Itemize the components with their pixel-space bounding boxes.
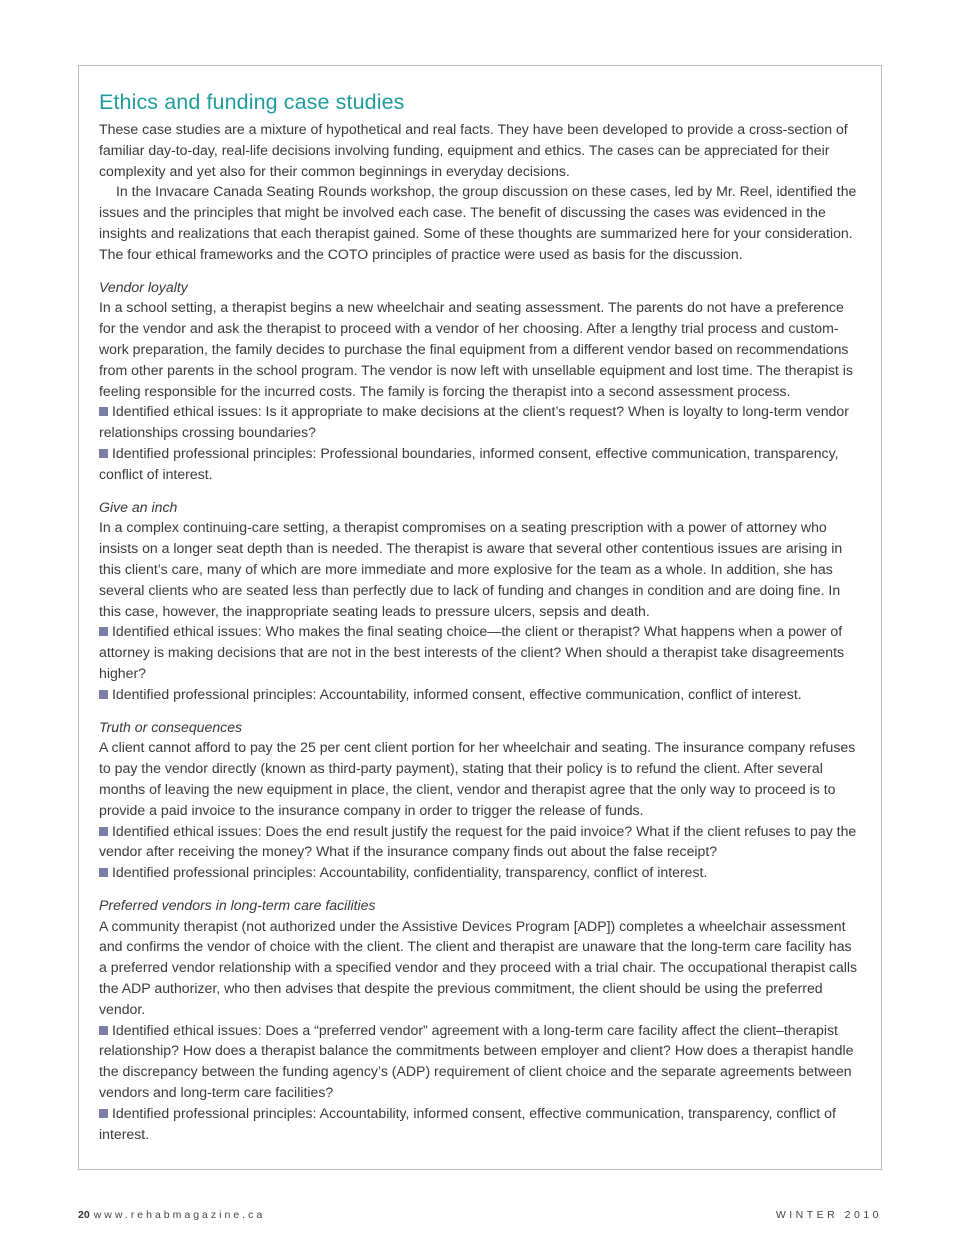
article-title: Ethics and funding case studies — [99, 90, 405, 114]
ethical-issues-label: Identified ethical issues: — [112, 403, 262, 420]
principles-text: Accountability, informed consent, effective communication, transparency, conflict of interest. — [99, 1104, 836, 1142]
square-bullet-icon — [99, 827, 108, 836]
square-bullet-icon — [99, 627, 108, 636]
ethical-issues-text: Is it appropriate to make decisions at the client’s request? When is loyalty to long-term vendor relationships crossing boundaries? — [99, 403, 849, 441]
ethical-issues — [99, 621, 861, 683]
case-title: Truth or consequences — [99, 718, 243, 735]
square-bullet-icon — [99, 690, 108, 699]
case-body: In a complex continuing-care setting, a therapist compromises on a seating prescription with a power of attorney who insists on a longer seat depth than is needed. The therapist is aware that several other contentious issues are arising in this client’s care, many of which are more immediate and more explosive for the team as a whole. In addition, she has several clients who are seated less than perfectly due to lack of funding and changes in condition and are doing fine. In this case, however, the inappropriate seating leads to pressure ulcers, sepsis and death. — [99, 519, 843, 619]
square-bullet-icon — [99, 407, 108, 416]
principles-label: Identified professional principles: — [112, 685, 317, 702]
intro-paragraph-2: In the Invacare Canada Seating Rounds workshop, the group discussion on these cases, led by Mr. Reel, identified the issues and the principles that might be involved each case. The benefit of discussing the cases was evidenced in the insights and realizations that each therapist gained. Some of these thoughts are summarized here for your consideration. The four ethical frameworks and the COTO principles of practice were used as basis for the discussion. — [99, 183, 857, 262]
case-body: A community therapist (not authorized under the Assistive Devices Program [ADP]) completes a wheelchair assessment and confirms the vendor of choice with the client. The client and therapist are unaware that the long-term care facility has a preferred vendor relationship with a specified vendor and they proceed with a trial chair. The occupational therapist calls the ADP authorizer, who then advises that despite the previous commitment, the client should be using the preferred vendor. — [99, 917, 858, 1017]
ethical-issues-text: Who makes the final seating choice—the client or therapist? What happens when a power of attorney is making decisions that are not in the best interests of the client? When should a therapist take disagreements higher? — [99, 623, 845, 681]
ethical-issues-label: Identified ethical issues: — [112, 1021, 262, 1038]
intro-paragraph-1: These case studies are a mixture of hypothetical and real facts. They have been developed to provide a cross-section of familiar day-to-day, real-life decisions involving funding, equipment and ethics. The cases can be appreciated for their complexity and yet also for their common beginnings in everyday decisions. — [99, 121, 848, 179]
square-bullet-icon — [99, 449, 108, 458]
ethical-issues — [99, 821, 861, 863]
principles-text: Accountability, informed consent, effective communication, conflict of interest. — [316, 685, 802, 702]
ethical-issues — [99, 1020, 861, 1103]
page-footer — [78, 1209, 882, 1221]
page-number: 20 — [78, 1209, 90, 1221]
principles-text: Professional boundaries, informed consent, effective communication, transparency, conflict of interest. — [99, 444, 839, 482]
ethical-issues — [99, 401, 861, 443]
ethical-issues-text: Does a “preferred vendor” agreement with a long-term care facility affect the client–therapist relationship? How does a therapist balance the commitments between employer and client? How does a therapist handle the discrepancy between the funding agency’s (ADP) requirement of client choice and the separate agreements between vendors and long-term care facilities? — [99, 1021, 854, 1101]
case-title: Vendor loyalty — [99, 278, 188, 295]
principles-label: Identified professional principles: — [112, 1104, 317, 1121]
ethical-issues-label: Identified ethical issues: — [112, 822, 262, 839]
case-body: A client cannot afford to pay the 25 per cent client portion for her wheelchair and seating. The insurance company refuses to pay the vendor directly (known as third-party payment), stating that their policy is to refund the client. After several months of leaving the new equipment in place, the client, vendor and therapist agree that the only way to proceed is to provide a paid invoice to the insurance company in order to trigger the release of funds. — [99, 739, 856, 818]
ethical-issues-label: Identified ethical issues: — [112, 623, 262, 640]
case-title: Preferred vendors in long-term care facilities — [99, 896, 376, 913]
square-bullet-icon — [99, 868, 108, 877]
professional-principles — [99, 443, 861, 485]
case-title: Give an inch — [99, 498, 178, 515]
professional-principles — [99, 684, 861, 705]
professional-principles — [99, 1103, 861, 1145]
professional-principles — [99, 862, 861, 883]
case-body: In a school setting, a therapist begins a new wheelchair and seating assessment. The parents do not have a preference for the vendor and ask the therapist to proceed with a vendor of her choosing. After a lengthy trial process and custom-work preparation, the family decides to purchase the final equipment from a different vendor based on recommendations from other parents in the school program. The vendor is now left with unsellable equipment and lost time. The therapist is feeling responsible for the incurred costs. The family is forcing the therapist into a second assessment process. — [99, 299, 853, 399]
principles-label: Identified professional principles: — [112, 444, 317, 461]
square-bullet-icon — [99, 1026, 108, 1035]
square-bullet-icon — [99, 1109, 108, 1118]
principles-text: Accountability, confidentiality, transparency, conflict of interest. — [316, 864, 708, 881]
article-box — [78, 65, 882, 1170]
website-link[interactable]: www.rehabmagazine.ca — [93, 1209, 266, 1221]
issue-label: WINTER 2010 — [775, 1209, 882, 1221]
ethical-issues-text: Does the end result justify the request for the paid invoice? What if the client refuses to pay the vendor after receiving the money? What if the insurance company finds out about the false receipt? — [99, 822, 857, 860]
principles-label: Identified professional principles: — [112, 864, 317, 881]
